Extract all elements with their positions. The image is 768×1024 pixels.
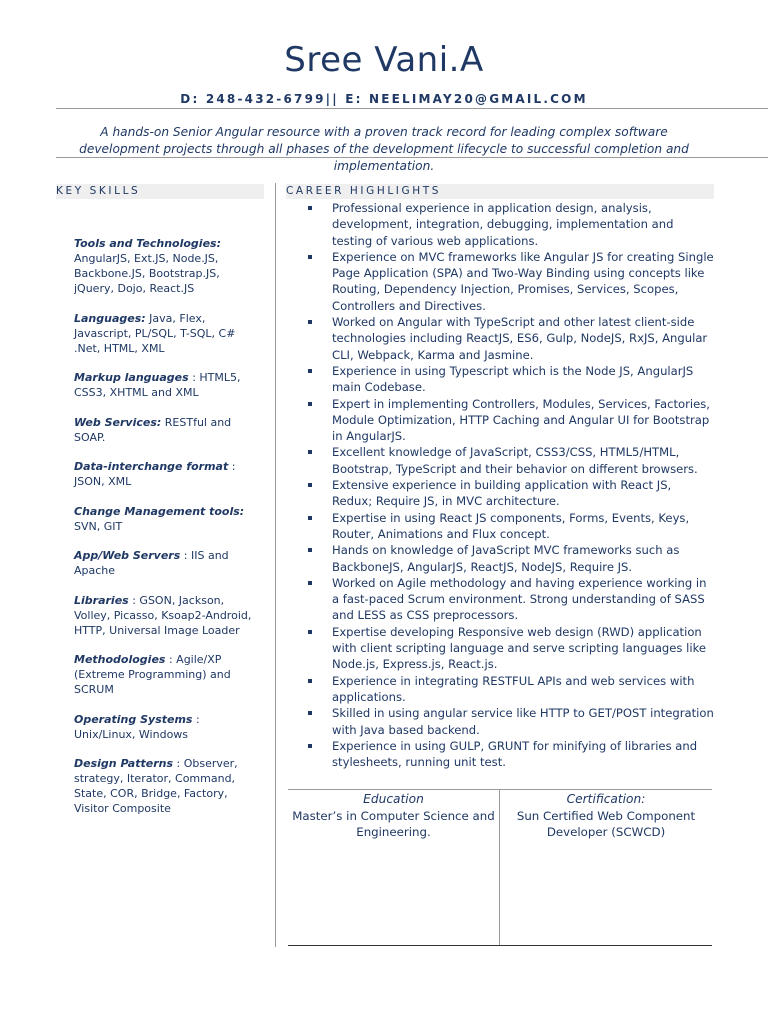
skill-value: : IIS and Apache (74, 549, 229, 577)
highlight-item: Expert in implementing Controllers, Modules, Services, Factories, Module Optimization, HTTP Caching and Angular UI for Bootstrap in AngularJS. (314, 396, 714, 445)
skill-value: Java, Flex, Javascript, PL/SQL, T-SQL, C# .Net, HTML, XML (74, 311, 236, 355)
highlight-item: Extensive experience in building application with React JS, Redux; Require JS, in MVC architecture. (314, 477, 714, 510)
highlight-item: Excellent knowledge of JavaScript, CSS3/CSS, HTML5/HTML, Bootstrap, TypeScript and their behavior on different browsers. (314, 444, 714, 477)
education-heading: Education (363, 792, 424, 806)
skill-value: : Agile/XP (Extreme Programming) and SCRUM (74, 653, 231, 696)
skill-entry (74, 311, 254, 356)
skill-value: : Observer, strategy, Iterator, Command, State, COR, Bridge, Factory, Visitor Composite (74, 757, 238, 815)
column-divider (275, 183, 276, 947)
skill-entry (74, 712, 254, 742)
highlight-item: Experience in using Typescript which is the Node JS, AngularJS main Codebase. (314, 363, 714, 396)
skill-label: Operating Systems (74, 712, 193, 726)
highlight-item: Professional experience in application design, analysis, development, integration, debugging, implementation and testing of various web applications. (314, 200, 714, 249)
highlight-item: Experience on MVC frameworks like Angular JS for creating Single Page Application (SPA) and Two-Way Binding using concepts like Routing, Dependency Injection, Promises, Services, Scopes, Controllers and Directives. (314, 249, 714, 314)
skill-entry (74, 756, 254, 816)
skill-label: Design Patterns (74, 757, 174, 770)
skill-value: : JSON, XML (74, 460, 236, 488)
key-skills-heading: KEY SKILLS (56, 184, 264, 199)
profile-summary: A hands-on Senior Angular resource with a proven track record for leading complex software development projects through all phases of the development lifecycle to successful completion and implementation. (79, 125, 689, 173)
skill-entry (74, 415, 254, 445)
skill-label: Web Services: (74, 415, 162, 429)
highlight-item: Skilled in using angular service like HTTP to GET/POST integration with Java based backend. (314, 705, 714, 738)
skill-entry (74, 548, 254, 578)
highlight-item: Expertise developing Responsive web design (RWD) application with client scripting language and serve scripting languages like Node.js, Express.js, React.js. (314, 624, 714, 673)
skill-label: Methodologies (74, 653, 166, 666)
header-divider (56, 108, 768, 109)
skill-value: : GSON, Jackson, Volley, Picasso, Ksoap2-Android, HTTP, Universal Image Loader (74, 593, 252, 637)
career-highlights-list (314, 200, 714, 770)
education-value: Master’s in Computer Science and Engineering. (292, 808, 495, 839)
highlight-item: Hands on knowledge of JavaScript MVC frameworks such as BackboneJS, AngularJS, ReactJS, NodeJS, Require JS. (314, 542, 714, 575)
highlight-item: Experience in integrating RESTFUL APIs and web services with applications. (314, 673, 714, 706)
certification-heading: Certification: (566, 792, 646, 806)
skill-value: : HTML5, CSS3, XHTML and XML (74, 371, 241, 399)
skill-label: Markup languages (74, 371, 189, 384)
skill-entry (74, 652, 254, 697)
summary-divider (56, 157, 768, 158)
education-cell (288, 791, 499, 841)
certification-value: Sun Certified Web Component Developer (SCWCD) (516, 808, 696, 839)
skill-label: Languages: (74, 311, 146, 325)
skill-label: Libraries (74, 593, 129, 607)
skill-entry (74, 236, 254, 296)
highlight-item: Expertise in using React JS components, Forms, Events, Keys, Router, Animations and Flux concept. (314, 510, 714, 543)
skill-entry (74, 504, 254, 534)
skill-label: Change Management tools: (74, 504, 245, 518)
skill-value: : Unix/Linux, Windows (74, 712, 200, 741)
contact-line: D: 248-432-6799|| E: NEELIMAY20@GMAIL.COM (180, 92, 588, 106)
skill-value: RESTful and SOAP. (74, 415, 232, 444)
skill-value: AngularJS, Ext.JS, Node.JS, Backbone.JS, Bootstrap.JS, jQuery, Dojo, React.JS (74, 252, 220, 295)
skill-entry (74, 370, 254, 400)
highlight-item: Worked on Agile methodology and having experience working in a fast-paced Scrum environment. Strong understanding of SASS and LESS as CSS preprocessors. (314, 575, 714, 624)
certification-cell (500, 791, 712, 841)
highlight-item: Experience in using GULP, GRUNT for minifying of libraries and stylesheets, running unit test. (314, 738, 714, 771)
skill-label: Data-interchange format (74, 460, 229, 473)
skill-value: SVN, GIT (74, 519, 123, 533)
skill-entry (74, 593, 254, 638)
career-highlights-heading: CAREER HIGHLIGHTS (286, 184, 714, 199)
skill-entry (74, 459, 254, 489)
highlight-item: Worked on Angular with TypeScript and other latest client-side technologies including ReactJS, ES6, Gulp, NodeJS, RxJS, Angular CLI, Webpack, Karma and Jasmine. (314, 314, 714, 363)
candidate-name: Sree Vani.A (284, 40, 484, 80)
table-bottom-border (288, 945, 712, 946)
skill-label: Tools and Technologies: (74, 237, 221, 250)
skill-label: App/Web Servers (74, 549, 181, 562)
table-top-border (288, 789, 712, 790)
key-skills-list (74, 236, 254, 831)
